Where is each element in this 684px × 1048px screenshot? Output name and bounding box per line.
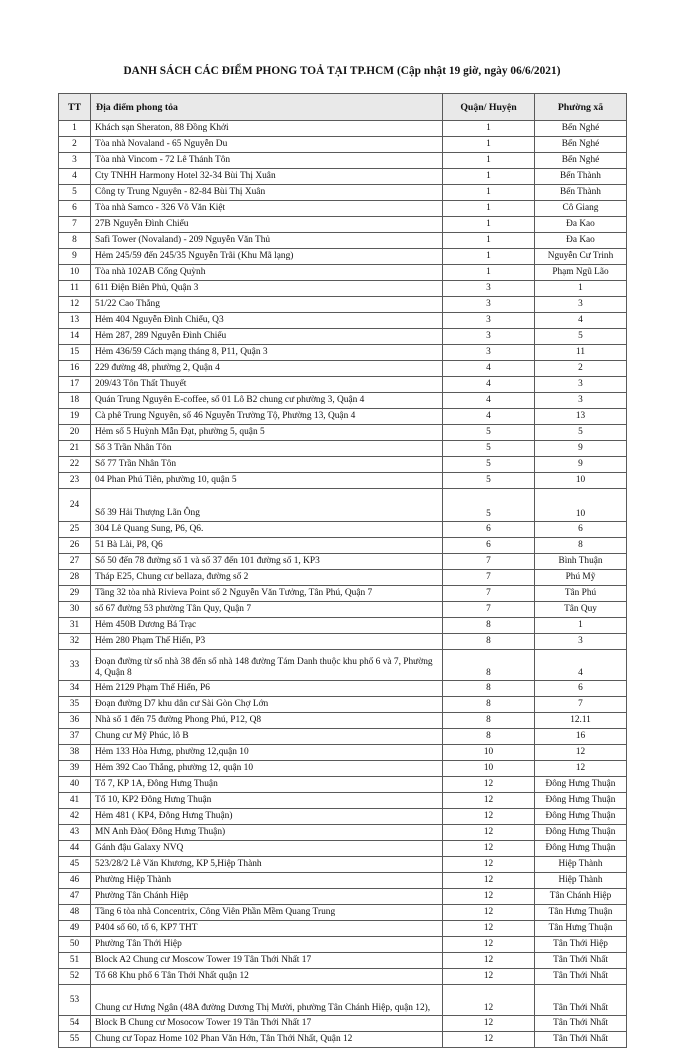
cell-location: Số 50 đến 78 đường số 1 và số 37 đến 101 đường số 1, KP3	[91, 554, 443, 570]
cell-district: 1	[443, 185, 535, 201]
cell-district: 12	[443, 857, 535, 873]
cell-tt: 50	[59, 937, 91, 953]
cell-ward: Bến Thành	[535, 185, 627, 201]
cell-location: Hẻm 392 Cao Thắng, phường 12, quận 10	[91, 761, 443, 777]
table-row	[59, 969, 627, 985]
cell-ward: 13	[535, 409, 627, 425]
cell-tt: 47	[59, 889, 91, 905]
cell-ward: Đa Kao	[535, 233, 627, 249]
table-row	[59, 393, 627, 409]
cell-tt: 31	[59, 618, 91, 634]
cell-ward: Bến Thành	[535, 169, 627, 185]
table-row	[59, 153, 627, 169]
cell-ward: 6	[535, 681, 627, 697]
cell-ward: Hiệp Thành	[535, 857, 627, 873]
table-row	[59, 793, 627, 809]
cell-district: 12	[443, 921, 535, 937]
cell-location: Phường Hiệp Thành	[91, 873, 443, 889]
table-row	[59, 729, 627, 745]
cell-location: P404 số 60, tổ 6, KP7 THT	[91, 921, 443, 937]
cell-ward: Bình Thuận	[535, 554, 627, 570]
table-row	[59, 169, 627, 185]
cell-ward: Bến Nghé	[535, 153, 627, 169]
cell-location: Tổ 68 Khu phố 6 Tân Thới Nhất quận 12	[91, 969, 443, 985]
cell-location: Tầng 32 tòa nhà Rivieva Point số 2 Nguyễn Văn Tưởng, Tân Phú, Quận 7	[91, 586, 443, 602]
cell-tt: 53	[59, 985, 91, 1016]
cell-location: Nhà số 1 đến 75 đường Phong Phú, P12, Q8	[91, 713, 443, 729]
cell-district: 12	[443, 841, 535, 857]
cell-location: Hẻm 436/59 Cách mạng tháng 8, P11, Quận 3	[91, 345, 443, 361]
cell-district: 4	[443, 393, 535, 409]
cell-ward: 2	[535, 361, 627, 377]
cell-district: 12	[443, 777, 535, 793]
cell-district: 12	[443, 825, 535, 841]
cell-tt: 25	[59, 522, 91, 538]
cell-location: Quán Trung Nguyên E-coffee, số 01 Lô B2 chung cư phường 3, Quận 4	[91, 393, 443, 409]
cell-ward: Đông Hưng Thuận	[535, 841, 627, 857]
cell-location: Hẻm 133 Hòa Hưng, phường 12,quận 10	[91, 745, 443, 761]
cell-district: 5	[443, 457, 535, 473]
cell-district: 3	[443, 329, 535, 345]
cell-ward: 3	[535, 634, 627, 650]
cell-tt: 18	[59, 393, 91, 409]
cell-ward: Bến Nghé	[535, 137, 627, 153]
cell-location: Block B Chung cư Mosocow Tower 19 Tân Thới Nhất 17	[91, 1016, 443, 1032]
cell-district: 1	[443, 265, 535, 281]
table-row	[59, 233, 627, 249]
cell-district: 7	[443, 554, 535, 570]
cell-tt: 13	[59, 313, 91, 329]
cell-district: 12	[443, 937, 535, 953]
cell-ward: 1	[535, 281, 627, 297]
cell-tt: 34	[59, 681, 91, 697]
cell-district: 1	[443, 233, 535, 249]
cell-tt: 24	[59, 489, 91, 522]
cell-ward: 12	[535, 761, 627, 777]
cell-location: Tổ 7, KP 1A, Đông Hưng Thuận	[91, 777, 443, 793]
cell-location: Hẻm 404 Nguyễn Đình Chiểu, Q3	[91, 313, 443, 329]
cell-tt: 8	[59, 233, 91, 249]
cell-district: 5	[443, 489, 535, 522]
cell-tt: 2	[59, 137, 91, 153]
cell-location: Cty TNHH Harmony Hotel 32-34 Bùi Thị Xuân	[91, 169, 443, 185]
cell-tt: 33	[59, 650, 91, 681]
cell-location: Tòa nhà Vincom - 72 Lê Thánh Tôn	[91, 153, 443, 169]
cell-location: Đoạn đường D7 khu dân cư Sài Gòn Chợ Lớn	[91, 697, 443, 713]
cell-ward: Tân Quy	[535, 602, 627, 618]
cell-location: Hẻm 245/59 đến 245/35 Nguyễn Trãi (Khu Mã lạng)	[91, 249, 443, 265]
column-header-ward: Phường xã	[535, 94, 627, 121]
cell-ward: 7	[535, 697, 627, 713]
table-row	[59, 905, 627, 921]
cell-tt: 38	[59, 745, 91, 761]
cell-district: 3	[443, 313, 535, 329]
table-row	[59, 602, 627, 618]
cell-district: 8	[443, 634, 535, 650]
table-body	[59, 121, 627, 1048]
cell-tt: 14	[59, 329, 91, 345]
cell-district: 1	[443, 137, 535, 153]
table-row	[59, 825, 627, 841]
cell-district: 1	[443, 249, 535, 265]
cell-ward: 12.11	[535, 713, 627, 729]
cell-location: 04 Phan Phú Tiên, phường 10, quận 5	[91, 473, 443, 489]
cell-district: 7	[443, 602, 535, 618]
cell-district: 8	[443, 713, 535, 729]
cell-district: 4	[443, 377, 535, 393]
cell-tt: 36	[59, 713, 91, 729]
cell-tt: 21	[59, 441, 91, 457]
table-row	[59, 745, 627, 761]
cell-ward: Đông Hưng Thuận	[535, 793, 627, 809]
cell-tt: 27	[59, 554, 91, 570]
cell-location: Hẻm 287, 289 Nguyễn Đình Chiểu	[91, 329, 443, 345]
blocklist-table	[58, 93, 627, 1048]
cell-district: 6	[443, 538, 535, 554]
cell-location: Tháp E25, Chung cư bellaza, đường số 2	[91, 570, 443, 586]
cell-district: 4	[443, 409, 535, 425]
cell-tt: 41	[59, 793, 91, 809]
cell-district: 1	[443, 153, 535, 169]
cell-ward: 4	[535, 650, 627, 681]
cell-tt: 6	[59, 201, 91, 217]
cell-ward: 9	[535, 441, 627, 457]
table-row	[59, 425, 627, 441]
cell-ward: Tân Thới Hiệp	[535, 937, 627, 953]
cell-district: 7	[443, 570, 535, 586]
cell-tt: 43	[59, 825, 91, 841]
cell-ward: Tân Thới Nhất	[535, 1016, 627, 1032]
cell-location: Cà phê Trung Nguyên, số 46 Nguyễn Trường Tộ, Phường 13, Quận 4	[91, 409, 443, 425]
cell-district: 1	[443, 201, 535, 217]
cell-district: 12	[443, 809, 535, 825]
cell-location: Hẻm 450B Dương Bá Trạc	[91, 618, 443, 634]
cell-district: 7	[443, 586, 535, 602]
cell-location: Gánh đậu Galaxy NVQ	[91, 841, 443, 857]
cell-tt: 48	[59, 905, 91, 921]
cell-location: Đoạn đường từ số nhà 38 đến số nhà 148 đường Tám Danh thuộc khu phố 6 và 7, Phường 4, Quận 8	[91, 650, 443, 681]
cell-location: Hẻm 481 ( KP4, Đông Hưng Thuận)	[91, 809, 443, 825]
cell-district: 8	[443, 697, 535, 713]
table-row	[59, 217, 627, 233]
cell-ward: Tân Thới Nhất	[535, 953, 627, 969]
cell-ward: Tân Thới Nhất	[535, 1032, 627, 1048]
cell-location: Tòa nhà Novaland - 65 Nguyễn Du	[91, 137, 443, 153]
cell-ward: Đông Hưng Thuận	[535, 809, 627, 825]
cell-location: Hẻm số 5 Huỳnh Mẫn Đạt, phường 5, quận 5	[91, 425, 443, 441]
cell-tt: 29	[59, 586, 91, 602]
table-row	[59, 650, 627, 681]
cell-tt: 49	[59, 921, 91, 937]
table-row	[59, 697, 627, 713]
cell-ward: Tân Thới Nhất	[535, 969, 627, 985]
cell-tt: 17	[59, 377, 91, 393]
column-header-district: Quận/ Huyện	[443, 94, 535, 121]
table-row	[59, 297, 627, 313]
cell-location: 523/28/2 Lê Văn Khương, KP 5,Hiệp Thành	[91, 857, 443, 873]
table-row	[59, 889, 627, 905]
cell-district: 5	[443, 425, 535, 441]
cell-location: 51/22 Cao Thắng	[91, 297, 443, 313]
cell-district: 12	[443, 969, 535, 985]
cell-ward: Đa Kao	[535, 217, 627, 233]
cell-location: 611 Điện Biên Phủ, Quận 3	[91, 281, 443, 297]
table-row	[59, 121, 627, 137]
cell-ward: 4	[535, 313, 627, 329]
cell-tt: 11	[59, 281, 91, 297]
table-row	[59, 473, 627, 489]
cell-tt: 4	[59, 169, 91, 185]
table-row	[59, 873, 627, 889]
table-row	[59, 681, 627, 697]
table-row	[59, 265, 627, 281]
table-row	[59, 1032, 627, 1048]
cell-location: Phường Tân Chánh Hiệp	[91, 889, 443, 905]
cell-tt: 45	[59, 857, 91, 873]
cell-ward: 9	[535, 457, 627, 473]
cell-tt: 12	[59, 297, 91, 313]
column-header-tt: TT	[59, 94, 91, 121]
cell-location: 27B Nguyễn Đình Chiểu	[91, 217, 443, 233]
cell-ward: Tân Phú	[535, 586, 627, 602]
cell-ward: Phú Mỹ	[535, 570, 627, 586]
cell-ward: 16	[535, 729, 627, 745]
cell-tt: 37	[59, 729, 91, 745]
cell-location: Số 39 Hải Thượng Lãn Ông	[91, 489, 443, 522]
cell-location: Tòa nhà Samco - 326 Võ Văn Kiệt	[91, 201, 443, 217]
cell-tt: 55	[59, 1032, 91, 1048]
cell-district: 8	[443, 650, 535, 681]
cell-ward: 10	[535, 489, 627, 522]
table-row	[59, 361, 627, 377]
cell-ward: Đông Hưng Thuận	[535, 825, 627, 841]
blocklist-table-container	[58, 93, 626, 1048]
table-row	[59, 953, 627, 969]
table-row	[59, 457, 627, 473]
cell-location: Số 3 Trần Nhân Tôn	[91, 441, 443, 457]
cell-district: 8	[443, 729, 535, 745]
cell-tt: 26	[59, 538, 91, 554]
cell-tt: 39	[59, 761, 91, 777]
table-row	[59, 857, 627, 873]
cell-tt: 44	[59, 841, 91, 857]
cell-district: 8	[443, 681, 535, 697]
cell-tt: 51	[59, 953, 91, 969]
cell-tt: 35	[59, 697, 91, 713]
cell-district: 1	[443, 169, 535, 185]
cell-location: Khách sạn Sheraton, 88 Đồng Khởi	[91, 121, 443, 137]
cell-location: Tòa nhà 102AB Cống Quỳnh	[91, 265, 443, 281]
table-row	[59, 249, 627, 265]
cell-district: 12	[443, 793, 535, 809]
cell-location: Tổ 10, KP2 Đông Hưng Thuận	[91, 793, 443, 809]
cell-ward: 1	[535, 618, 627, 634]
cell-tt: 32	[59, 634, 91, 650]
table-row	[59, 185, 627, 201]
cell-tt: 5	[59, 185, 91, 201]
table-row	[59, 281, 627, 297]
table-row	[59, 1016, 627, 1032]
cell-location: 51 Bà Lài, P8, Q6	[91, 538, 443, 554]
cell-district: 12	[443, 953, 535, 969]
cell-location: số 67 đường 53 phường Tân Quy, Quận 7	[91, 602, 443, 618]
cell-location: MN Anh Đào( Đông Hưng Thuận)	[91, 825, 443, 841]
cell-ward: 3	[535, 393, 627, 409]
cell-ward: Hiệp Thành	[535, 873, 627, 889]
cell-ward: Tân Hưng Thuận	[535, 921, 627, 937]
table-row	[59, 489, 627, 522]
cell-location: Số 77 Trần Nhân Tôn	[91, 457, 443, 473]
cell-district: 12	[443, 905, 535, 921]
table-row	[59, 937, 627, 953]
table-row	[59, 586, 627, 602]
table-header	[59, 94, 627, 121]
cell-tt: 19	[59, 409, 91, 425]
cell-district: 5	[443, 473, 535, 489]
cell-ward: Phạm Ngũ Lão	[535, 265, 627, 281]
cell-ward: 12	[535, 745, 627, 761]
cell-ward: Tân Chánh Hiệp	[535, 889, 627, 905]
cell-tt: 7	[59, 217, 91, 233]
cell-tt: 23	[59, 473, 91, 489]
table-row	[59, 985, 627, 1016]
cell-tt: 30	[59, 602, 91, 618]
table-header-row	[59, 94, 627, 121]
cell-ward: 3	[535, 377, 627, 393]
cell-location: 209/43 Tôn Thất Thuyết	[91, 377, 443, 393]
cell-district: 3	[443, 345, 535, 361]
cell-district: 3	[443, 297, 535, 313]
cell-tt: 1	[59, 121, 91, 137]
cell-tt: 16	[59, 361, 91, 377]
cell-location: Chung cư Topaz Home 102 Phan Văn Hớn, Tân Thới Nhất, Quận 12	[91, 1032, 443, 1048]
cell-tt: 46	[59, 873, 91, 889]
cell-location: Chung cư Mỹ Phúc, lô B	[91, 729, 443, 745]
table-row	[59, 761, 627, 777]
table-row	[59, 522, 627, 538]
cell-tt: 42	[59, 809, 91, 825]
table-row	[59, 345, 627, 361]
table-row	[59, 634, 627, 650]
cell-ward: Tân Thới Nhất	[535, 985, 627, 1016]
table-row	[59, 809, 627, 825]
cell-district: 5	[443, 441, 535, 457]
cell-ward: 5	[535, 329, 627, 345]
table-row	[59, 329, 627, 345]
table-row	[59, 921, 627, 937]
cell-tt: 28	[59, 570, 91, 586]
table-row	[59, 538, 627, 554]
cell-ward: Tân Hưng Thuận	[535, 905, 627, 921]
cell-district: 12	[443, 873, 535, 889]
cell-district: 6	[443, 522, 535, 538]
cell-district: 10	[443, 745, 535, 761]
cell-district: 12	[443, 1016, 535, 1032]
cell-district: 12	[443, 1032, 535, 1048]
table-row	[59, 570, 627, 586]
table-row	[59, 201, 627, 217]
page-title: DANH SÁCH CÁC ĐIỂM PHONG TOẢ TẠI TP.HCM (Cập nhật 19 giờ, ngày 06/6/2021)	[123, 65, 561, 77]
table-row	[59, 618, 627, 634]
cell-tt: 22	[59, 457, 91, 473]
cell-tt: 10	[59, 265, 91, 281]
table-row	[59, 409, 627, 425]
table-row	[59, 554, 627, 570]
cell-ward: 11	[535, 345, 627, 361]
table-row	[59, 313, 627, 329]
cell-ward: Cô Giang	[535, 201, 627, 217]
cell-district: 1	[443, 121, 535, 137]
cell-location: Safi Tower (Novaland) - 209 Nguyễn Văn Thủ	[91, 233, 443, 249]
cell-ward: 5	[535, 425, 627, 441]
table-row	[59, 441, 627, 457]
cell-district: 12	[443, 889, 535, 905]
cell-ward: 3	[535, 297, 627, 313]
cell-tt: 52	[59, 969, 91, 985]
cell-tt: 40	[59, 777, 91, 793]
cell-location: Công ty Trung Nguyên - 82-84 Bùi Thị Xuân	[91, 185, 443, 201]
cell-tt: 15	[59, 345, 91, 361]
cell-ward: 6	[535, 522, 627, 538]
cell-tt: 54	[59, 1016, 91, 1032]
cell-location: Tầng 6 tòa nhà Concentrix, Công Viên Phần Mềm Quang Trung	[91, 905, 443, 921]
cell-location: 229 đường 48, phường 2, Quận 4	[91, 361, 443, 377]
column-header-location: Địa điểm phong tỏa	[91, 94, 443, 121]
cell-tt: 9	[59, 249, 91, 265]
cell-district: 8	[443, 618, 535, 634]
table-row	[59, 377, 627, 393]
cell-district: 3	[443, 281, 535, 297]
cell-district: 4	[443, 361, 535, 377]
cell-tt: 20	[59, 425, 91, 441]
table-row	[59, 841, 627, 857]
cell-ward: Đông Hưng Thuận	[535, 777, 627, 793]
cell-tt: 3	[59, 153, 91, 169]
table-row	[59, 713, 627, 729]
cell-district: 10	[443, 761, 535, 777]
cell-location: Block A2 Chung cư Moscow Tower 19 Tân Thới Nhất 17	[91, 953, 443, 969]
cell-ward: 8	[535, 538, 627, 554]
cell-location: Hẻm 280 Phạm Thế Hiển, P3	[91, 634, 443, 650]
cell-location: 304 Lê Quang Sung, P6, Q6.	[91, 522, 443, 538]
cell-location: Phường Tân Thới Hiệp	[91, 937, 443, 953]
cell-district: 1	[443, 217, 535, 233]
cell-district: 12	[443, 985, 535, 1016]
cell-ward: Bến Nghé	[535, 121, 627, 137]
cell-ward: 10	[535, 473, 627, 489]
table-row	[59, 137, 627, 153]
cell-ward: Nguyễn Cư Trinh	[535, 249, 627, 265]
table-row	[59, 777, 627, 793]
cell-location: Chung cư Hưng Ngân (48A đường Dương Thị Mười, phường Tân Chánh Hiệp, quận 12),	[91, 985, 443, 1016]
cell-location: Hẻm 2129 Phạm Thế Hiển, P6	[91, 681, 443, 697]
